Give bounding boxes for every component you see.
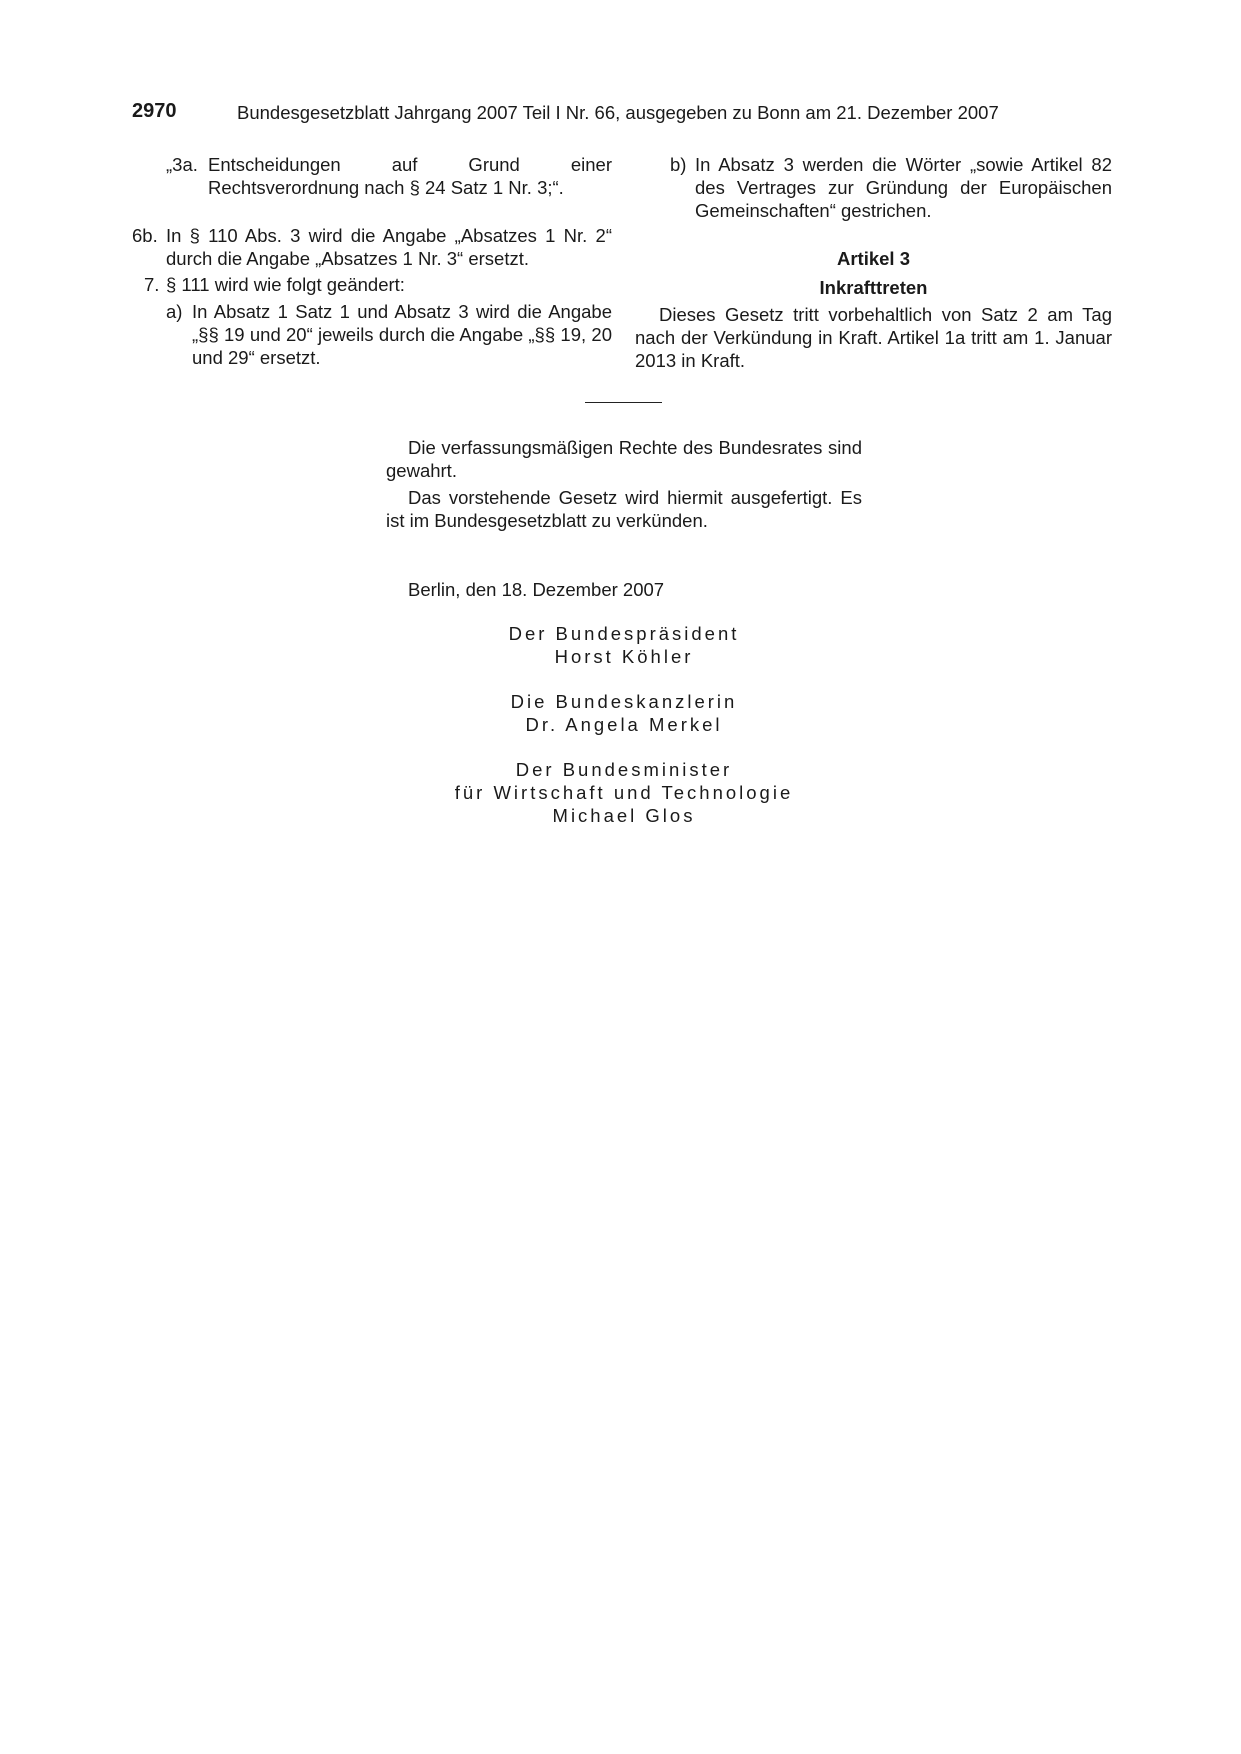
list-marker: 7. <box>144 274 160 295</box>
section-divider <box>585 402 662 403</box>
signatory-title: Der Bundesminister <box>515 759 733 780</box>
signatory-title: Der Bundespräsident <box>508 623 740 644</box>
list-item-text: In Absatz 3 werden die Wörter „sowie Artikel 82 des Vertrages zur Gründung der Europäischen Gemeinschaften“ gestrichen. <box>695 154 1112 221</box>
signatory <box>386 758 862 827</box>
list-item-7 <box>132 273 612 296</box>
article-body: Dieses Gesetz tritt vorbehaltlich von Satz 2 am Tag nach der Verkündung in Kraft. Artikel 1a tritt am 1. Januar 2013 in Kraft. <box>635 304 1112 371</box>
signatory <box>386 622 862 668</box>
signatory-name: Dr. Angela Merkel <box>525 714 723 735</box>
signatory-title: Die Bundeskanzlerin <box>510 691 738 712</box>
left-column <box>132 153 612 369</box>
signatory-title: für Wirtschaft und Technologie <box>454 782 794 803</box>
list-item-3a <box>132 153 612 199</box>
running-head: Bundesgesetzblatt Jahrgang 2007 Teil I Nr. 66, ausgegeben zu Bonn am 21. Dezember 2007 <box>237 102 999 123</box>
list-item-text: In § 110 Abs. 3 wird die Angabe „Absatzes 1 Nr. 2“ durch die Angabe „Absatzes 1 Nr. 3“ ersetzt. <box>166 225 612 269</box>
article-number: Artikel 3 <box>836 248 910 269</box>
right-column <box>635 153 1112 372</box>
list-item-6b <box>132 224 612 270</box>
list-marker: a) <box>166 301 183 322</box>
list-item-7a <box>132 300 612 369</box>
signatory-name: Horst Köhler <box>554 646 694 667</box>
signatory <box>386 690 862 736</box>
signature-block <box>386 622 862 827</box>
article-title: Inkrafttreten <box>819 277 928 298</box>
list-marker: 6b. <box>132 225 158 246</box>
list-marker: b) <box>670 154 687 175</box>
list-item-text: Entscheidungen auf Grund einer Rechtsverordnung nach § 24 Satz 1 Nr. 3;“. <box>208 154 612 198</box>
page-number: 2970 <box>132 100 177 122</box>
list-item-b <box>635 153 1112 222</box>
list-item-text: § 111 wird wie folgt geändert: <box>166 274 405 295</box>
place-date: Berlin, den 18. Dezember 2007 <box>408 579 665 600</box>
signatory-name: Michael Glos <box>552 805 696 826</box>
list-item-text: In Absatz 1 Satz 1 und Absatz 3 wird die Angabe „§§ 19 und 20“ jeweils durch die Angabe „§§ 19, 20 und 29“ ersetzt. <box>192 301 612 368</box>
closing-paragraph: Die verfassungsmäßigen Rechte des Bundesrates sind gewahrt. <box>386 437 862 481</box>
closing-paragraph: Das vorstehende Gesetz wird hiermit ausgefertigt. Es ist im Bundesgesetzblatt zu verkünden. <box>386 487 862 531</box>
list-marker: „3a. <box>166 154 198 175</box>
closing-formula <box>386 436 862 532</box>
